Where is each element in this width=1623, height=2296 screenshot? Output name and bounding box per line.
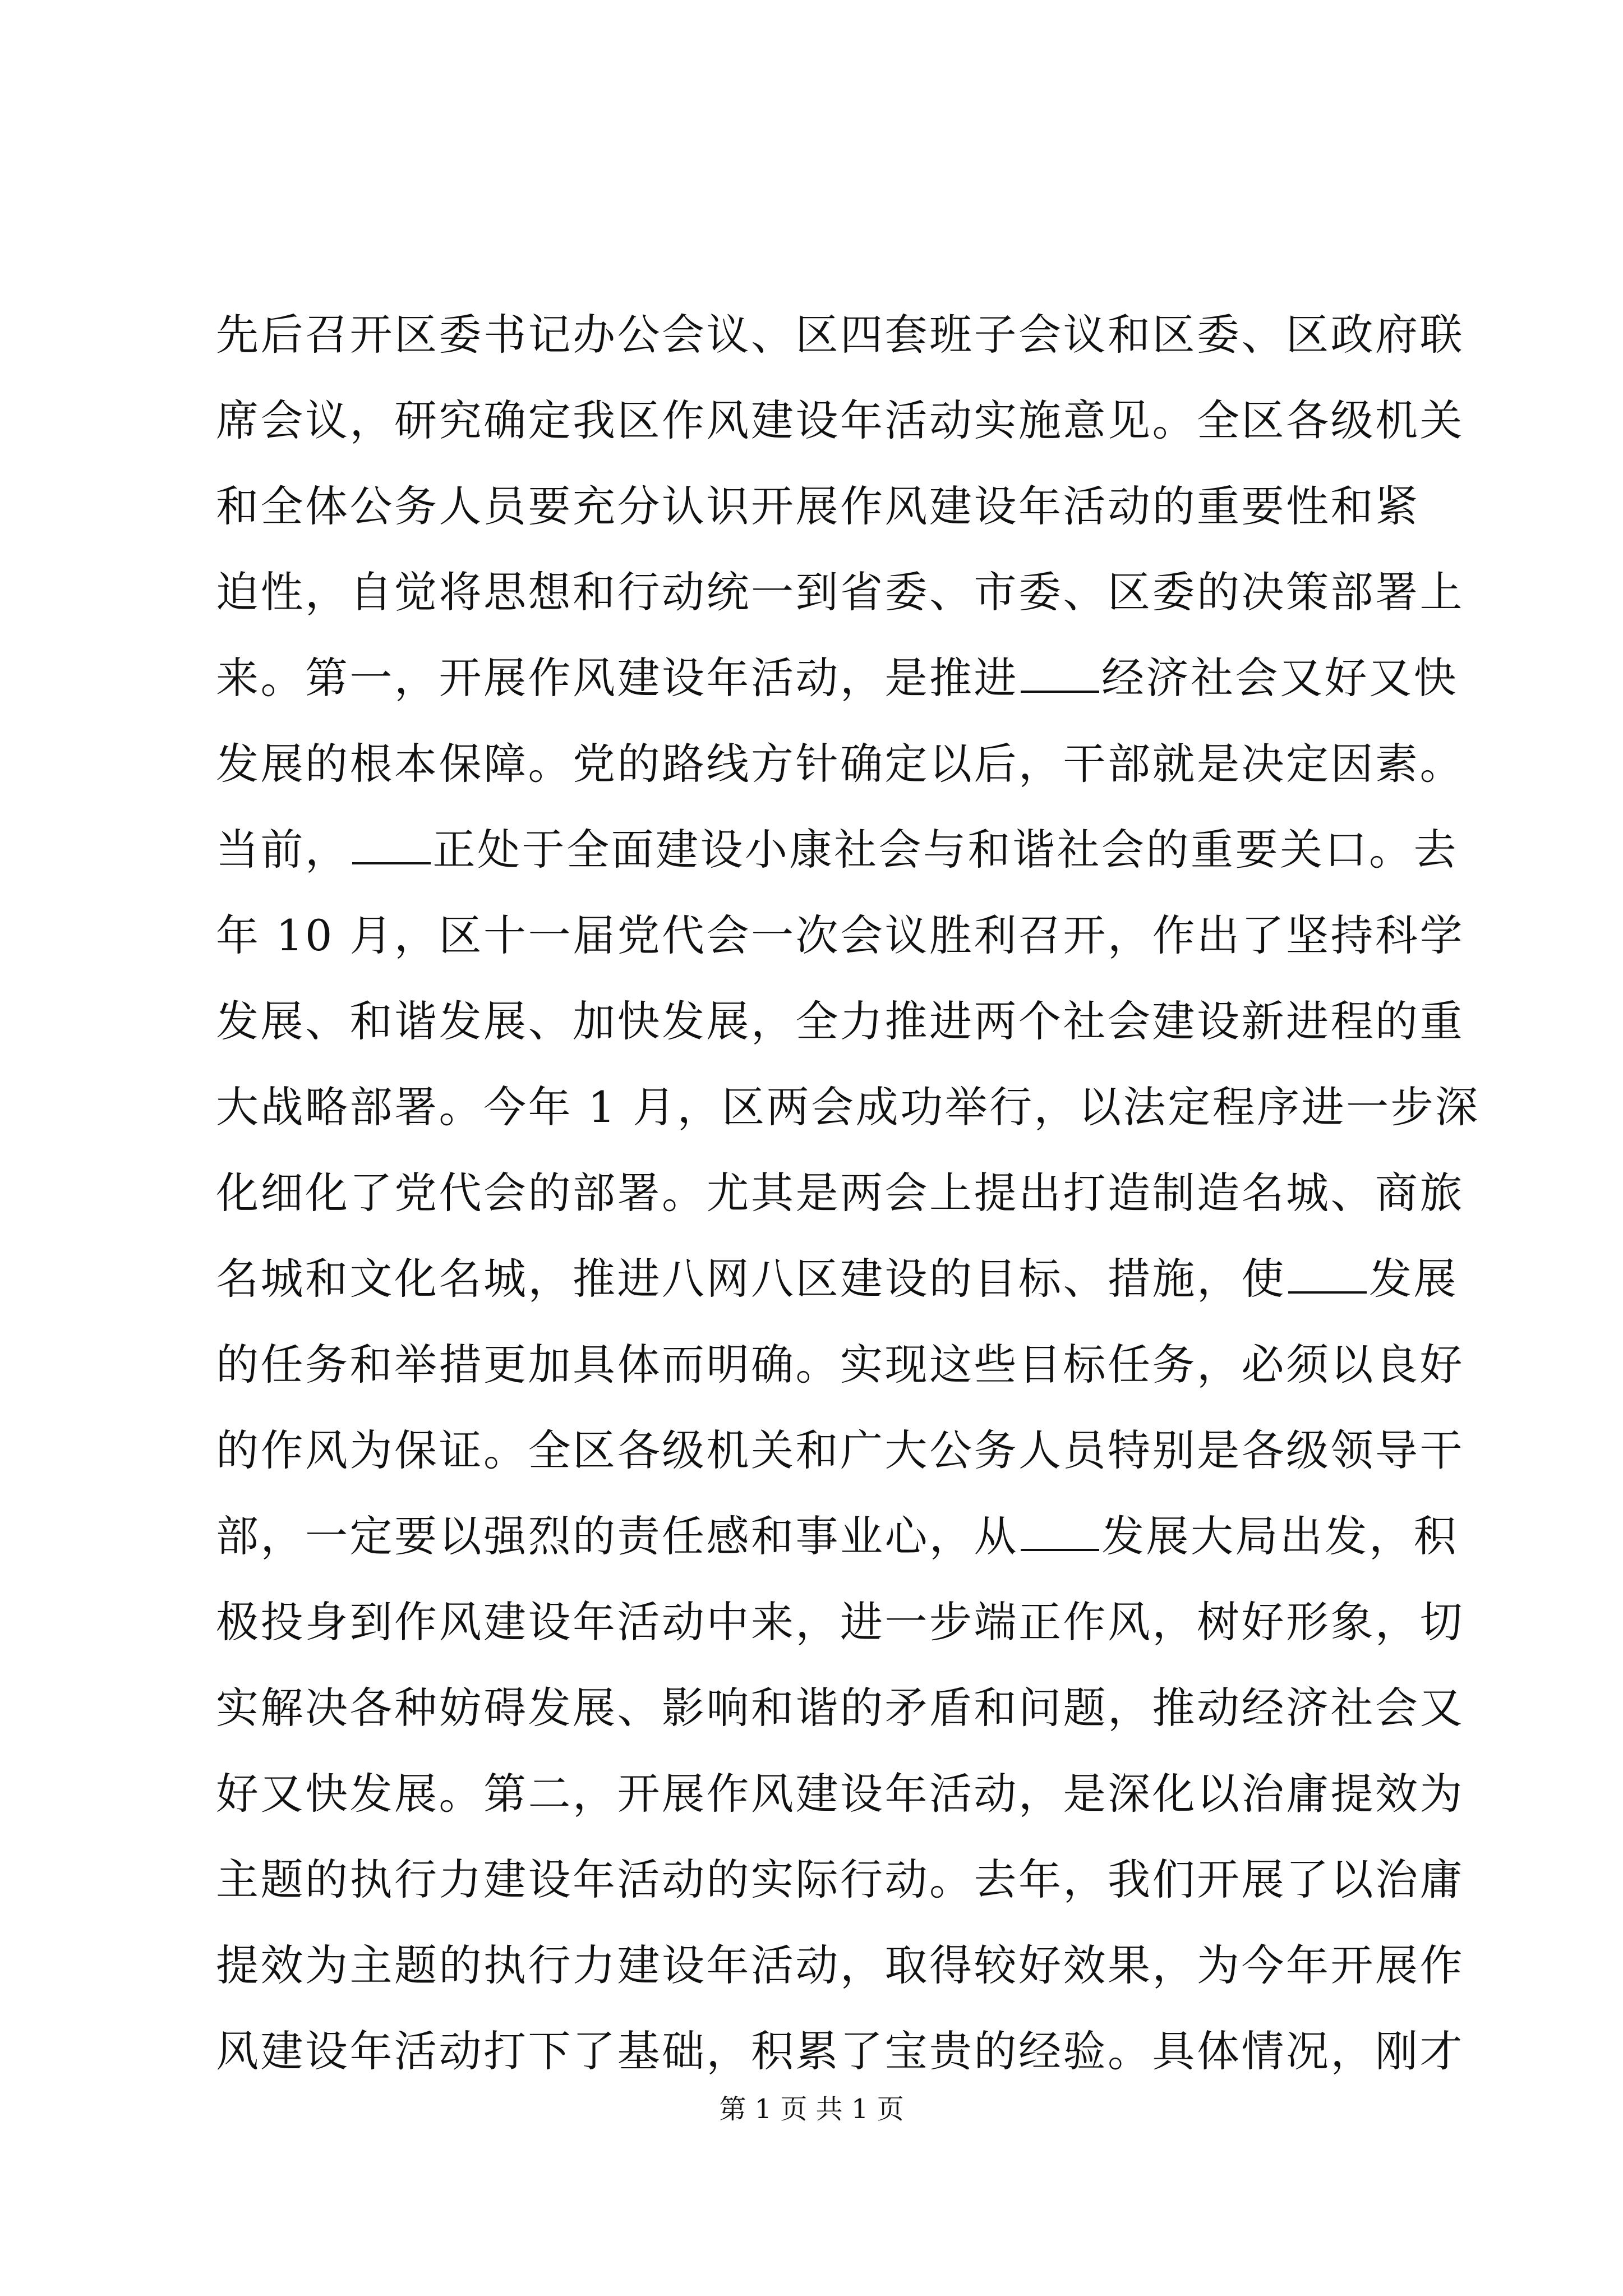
fill-in-blank [1021,656,1099,693]
text-segment: 发展 [1369,1254,1458,1304]
text-segment: 的任务和举措更加具体而明确。实现这些目标任务，必须以良好 [216,1340,1464,1389]
text-segment: 年 10 月，区十一届党代会一次会议胜利召开，作出了坚持科学 [216,910,1465,960]
text-segment: 的作风为保证。全区各级机关和广大公务人员特别是各级领导干 [216,1425,1464,1475]
text-segment: 实解决各种妨碍发展、影响和谐的矛盾和问题，推动经济社会又 [216,1683,1464,1733]
text-line [216,1407,1464,1493]
text-line [216,1922,1464,2008]
text-segment: 发展、和谐发展、加快发展，全力推进两个社会建设新进程的重 [216,996,1464,1046]
text-line [216,1236,1458,1322]
text-line [216,1837,1464,1922]
text-line [216,549,1464,635]
text-line [216,1064,1480,1150]
text-line [216,292,1464,378]
text-segment: 主题的执行力建设年活动的实际行动。去年，我们开展了以治庸 [216,1855,1464,1904]
text-line [216,978,1464,1064]
text-line [216,1665,1464,1751]
text-segment: 化细化了党代会的部署。尤其是两会上提出打造制造名城、商旅 [216,1168,1464,1218]
page-footer: 第 1 页 共 1 页 [719,2093,904,2125]
text-segment: 当前， [216,825,350,875]
text-segment: 和全体公务人员要充分认识开展作风建设年活动的重要性和紧 [216,481,1420,531]
text-segment: 风建设年活动打下了基础，积累了宝贵的经验。具体情况，刚才 [216,2026,1464,2076]
text-line [216,463,1422,549]
text-segment: 正处于全面建设小康社会与和谐社会的重要关口。去 [432,825,1458,875]
body-text [216,292,1480,2094]
text-line [216,721,1464,807]
text-line [216,1579,1464,1665]
text-segment: 部，一定要以强烈的责任感和事业心，从 [216,1511,1018,1561]
text-segment: 席会议，研究确定我区作风建设年活动实施意见。全区各级机关 [216,395,1464,445]
text-segment: 极投身到作风建设年活动中来，进一步端正作风，树好形象，切 [216,1597,1464,1647]
fill-in-blank [352,827,431,864]
text-segment: 发展大局出发，积 [1101,1511,1458,1561]
text-line [216,892,1465,978]
text-segment: 大战略部署。今年 1 月，区两会成功举行，以法定程序进一步深 [216,1082,1480,1132]
text-line [216,1751,1464,1837]
text-segment: 好又快发展。第二，开展作风建设年活动，是深化以治庸提效为 [216,1769,1464,1819]
text-segment: 提效为主题的执行力建设年活动，取得较好效果，为今年开展作 [216,1940,1464,1990]
text-line [216,635,1458,721]
fill-in-blank [1288,1257,1367,1294]
text-segment: 先后召开区委书记办公会议、区四套班子会议和区委、区政府联 [216,310,1464,360]
text-segment: 经济社会又好又快 [1101,653,1458,703]
text-line [216,378,1464,463]
text-segment: 名城和文化名城，推进八网八区建设的目标、措施，使 [216,1254,1286,1304]
text-line [216,1150,1464,1236]
text-line [216,1493,1458,1579]
text-segment: 来。第一，开展作风建设年活动，是推进 [216,653,1018,703]
text-line [216,2008,1464,2094]
text-line [216,807,1458,892]
text-segment: 迫性，自觉将思想和行动统一到省委、市委、区委的决策部署上 [216,567,1464,617]
text-line [216,1322,1464,1407]
text-segment: 发展的根本保障。党的路线方针确定以后，干部就是决定因素。 [216,739,1464,789]
fill-in-blank [1021,1514,1099,1551]
